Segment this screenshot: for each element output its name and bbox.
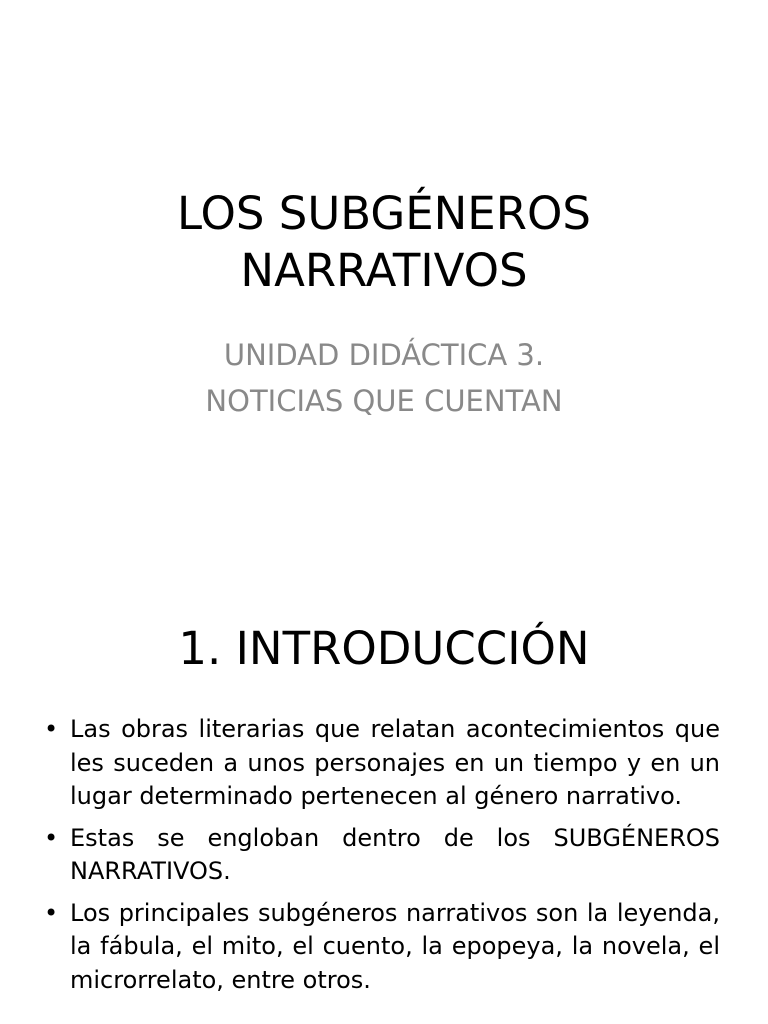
bullet-icon: •: [44, 715, 59, 743]
bullet-icon: •: [44, 823, 59, 852]
introduction-slide: [0, 576, 768, 1024]
bullet-item: [0, 713, 768, 814]
bullet-item: [0, 897, 768, 998]
bullet-item: [0, 822, 768, 889]
presentation-subtitle: [0, 332, 768, 424]
bullet-list: [0, 713, 768, 1005]
title-line: LOS SUBGÉNEROS: [177, 187, 591, 240]
bullet-text: Las obras literarias que relatan acontecimientos que les suceden a unos personajes en un tiempo y en un lugar determinado pertenecen al género narrativo.: [70, 715, 720, 810]
bullet-text: Los principales subgéneros narrativos son la leyenda, la fábula, el mito, el cuento, la epopeya, la novela, el microrrelato, entre otros.: [70, 898, 720, 994]
presentation-title: [0, 185, 768, 299]
title-line: NARRATIVOS: [240, 244, 528, 297]
bullet-text: Estas se engloban dentro de los SUBGÉNEROS NARRATIVOS.: [70, 823, 720, 885]
section-title: 1. INTRODUCCIÓN: [178, 622, 590, 675]
bullet-icon: •: [44, 898, 59, 927]
subtitle-line: NOTICIAS QUE CUENTAN: [205, 384, 563, 418]
subtitle-line: UNIDAD DIDÁCTICA 3.: [223, 338, 545, 372]
